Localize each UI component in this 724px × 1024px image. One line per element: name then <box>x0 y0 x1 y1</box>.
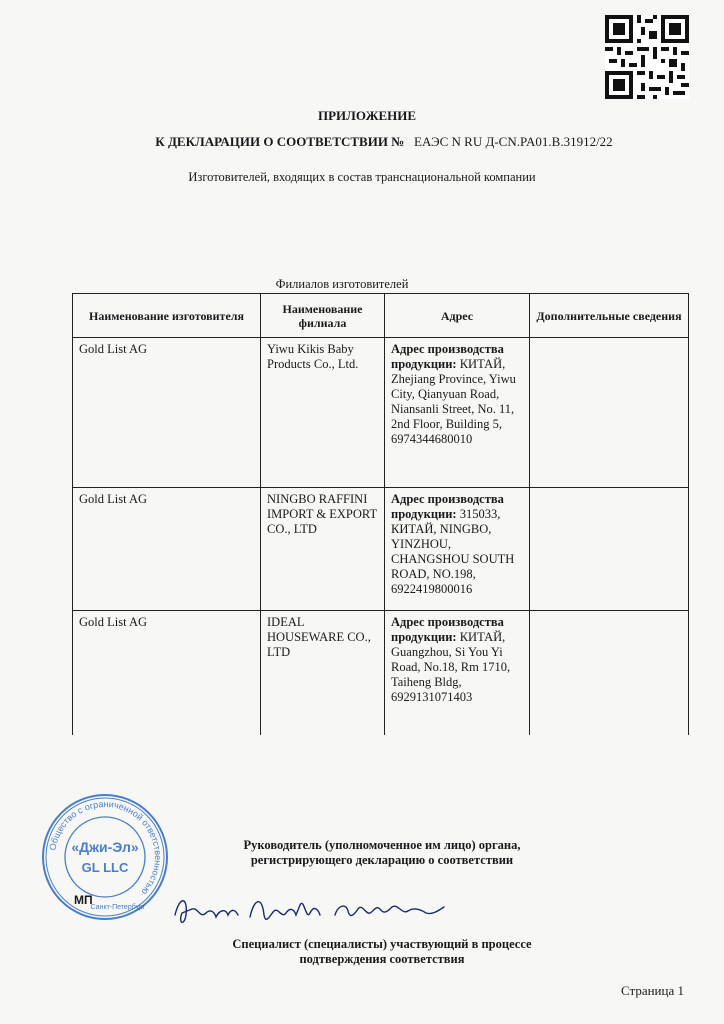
column-header: Адрес <box>385 294 530 338</box>
branch-cell: Yiwu Kikis Baby Products Co., Ltd. <box>261 338 385 488</box>
document-title: ПРИЛОЖЕНИЕ <box>317 108 417 123</box>
address-label: Адрес производства продукции: <box>391 492 504 521</box>
table-caption: Филиалов изготовителей <box>275 277 409 291</box>
column-header: Дополнительные сведения <box>530 294 689 338</box>
specialist-caption-line2: подтверждения соответствия <box>299 952 465 966</box>
extra-cell <box>530 611 689 735</box>
specialist-caption-line1: Специалист (специалисты) участвующий в процессе <box>232 937 532 951</box>
document-subtitle: Изготовителей, входящих в состав транснациональной компании <box>188 170 536 184</box>
page-number: Страница 1 <box>620 983 684 998</box>
table-row <box>73 338 689 488</box>
address-label: Адрес производства продукции: <box>391 615 504 644</box>
address-text: КИТАЙ, Zhejiang Province, Yiwu City, Qianyuan Road, Niansanli Street, No. 11, 2nd Floor, Building 5, 6974344680010 <box>391 357 516 446</box>
address-text: 315033, КИТАЙ, NINGBO, YINZHOU, CHANGSHOU SOUTH ROAD, NO.198, 6922419800016 <box>391 507 515 596</box>
table-header-row <box>73 294 689 338</box>
stamp-center-text: «Джи-Эл» <box>71 839 139 855</box>
manufacturer-cell: Gold List AG <box>73 611 261 735</box>
address-label: Адрес производства продукции: <box>391 342 504 371</box>
address-text: КИТАЙ, Guangzhou, Si You Yi Road, No.18, Rm 1710, Taiheng Bldg, 6929131071403 <box>391 630 511 704</box>
manufacturer-cell: Gold List AG <box>73 338 261 488</box>
declaration-number: ЕАЭС N RU Д-CN.PA01.B.31912/22 <box>414 134 613 149</box>
address-cell <box>385 488 530 611</box>
stamp-city-text: Санкт-Петербург <box>90 904 146 911</box>
stamp-latin-text: GL LLC <box>81 860 129 875</box>
column-header: Наименование изготовителя <box>73 294 261 338</box>
stamp-outer-text: Общество с ограниченной ответственностью <box>47 798 164 897</box>
manufacturer-cell: Gold List AG <box>73 488 261 611</box>
address-cell <box>385 338 530 488</box>
head-caption-line2: регистрирующего декларацию о соответствии <box>250 853 514 867</box>
branch-cell: IDEAL HOUSEWARE CO., LTD <box>261 611 385 735</box>
declaration-line: К ДЕКЛАРАЦИИ О СООТВЕТСТВИИ № <box>155 134 405 149</box>
branches-table <box>72 293 689 735</box>
column-header: Наименование филиала <box>261 294 385 338</box>
handwritten-signature <box>170 885 450 935</box>
table-row <box>73 611 689 735</box>
branch-cell: NINGBO RAFFINI IMPORT & EXPORT CO., LTD <box>261 488 385 611</box>
address-cell <box>385 611 530 735</box>
extra-cell <box>530 488 689 611</box>
declaration-heading <box>22 134 724 150</box>
head-caption-line1: Руководитель (уполномоченное им лицо) органа, <box>243 838 521 852</box>
table-row <box>73 488 689 611</box>
mp-mark: МП <box>74 893 93 907</box>
extra-cell <box>530 338 689 488</box>
qr-code <box>605 15 689 99</box>
head-signature-caption <box>20 838 724 868</box>
specialist-signature-caption <box>20 937 724 967</box>
